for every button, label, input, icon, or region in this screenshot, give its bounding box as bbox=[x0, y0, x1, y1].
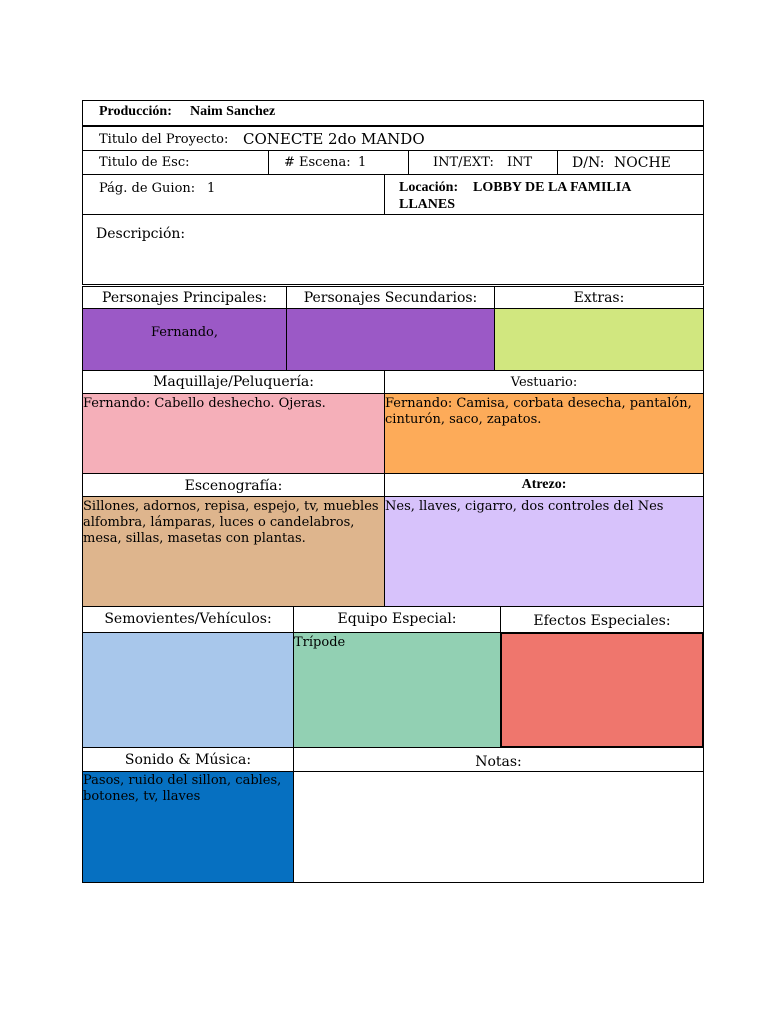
vestuario-value: Fernando: Camisa, corbata desecha, pantalón, cinturón, saco, zapatos. bbox=[385, 396, 692, 427]
semovientes-label: Semovientes/Vehículos: bbox=[104, 611, 272, 627]
escena-value: 1 bbox=[358, 155, 367, 170]
dn-cell bbox=[557, 150, 704, 175]
pag-guion-label: Pág. de Guion: bbox=[99, 181, 196, 196]
produccion-value: Naim Sanchez bbox=[190, 104, 276, 119]
titulo-esc-cell bbox=[82, 150, 269, 175]
escenografia-box bbox=[82, 496, 385, 607]
dn-label: D/N: bbox=[572, 155, 605, 171]
locacion-value-line1: LOBBY DE LA FAMILIA bbox=[473, 180, 632, 195]
personajes-principales-header bbox=[82, 286, 287, 309]
locacion-label: Locación: bbox=[399, 180, 459, 195]
atrezo-box bbox=[384, 496, 704, 607]
escena-cell bbox=[268, 150, 409, 175]
personajes-principales-value: Fernando, bbox=[151, 325, 218, 340]
personajes-secundarios-header bbox=[286, 286, 495, 309]
locacion-cell bbox=[384, 174, 704, 215]
sonido-musica-label: Sonido & Música: bbox=[124, 752, 252, 768]
equipo-especial-value: Trípode bbox=[294, 635, 346, 650]
atrezo-header bbox=[384, 473, 704, 497]
produccion-row bbox=[82, 100, 704, 126]
personajes-principales-label: Personajes Principales: bbox=[102, 290, 267, 306]
equipo-especial-header bbox=[293, 606, 501, 633]
efectos-especiales-header bbox=[500, 606, 704, 633]
maquillaje-label: Maquillaje/Peluquería: bbox=[153, 374, 314, 390]
vestuario-box bbox=[384, 393, 704, 474]
int-ext-label: INT/EXT: bbox=[433, 155, 494, 170]
descripcion-label: Descripción: bbox=[96, 226, 186, 242]
maquillaje-header bbox=[82, 370, 385, 394]
int-ext-value: INT bbox=[507, 155, 533, 170]
dn-value: NOCHE bbox=[614, 155, 671, 171]
sonido-musica-header bbox=[82, 747, 294, 772]
descripcion-cell bbox=[82, 214, 704, 285]
escenografia-header bbox=[82, 473, 385, 497]
atrezo-label: Atrezo: bbox=[521, 477, 567, 492]
titulo-esc-label: Titulo de Esc: bbox=[99, 155, 190, 170]
notas-label: Notas: bbox=[475, 754, 522, 770]
escenografia-value: Sillones, adornos, repisa, espejo, tv, muebles alfombra, lámparas, luces o candelabros, mesa, sillas, masetas con plantas. bbox=[83, 499, 379, 546]
produccion-label: Producción: bbox=[99, 104, 172, 119]
extras-box bbox=[494, 308, 704, 371]
maquillaje-box bbox=[82, 393, 385, 474]
int-ext-cell bbox=[408, 150, 558, 175]
equipo-especial-box bbox=[293, 632, 501, 748]
notas-header bbox=[293, 747, 704, 772]
titulo-proyecto-value: CONECTE 2do MANDO bbox=[243, 130, 425, 148]
efectos-especiales-box bbox=[500, 632, 704, 748]
locacion-value-line2: LLANES bbox=[399, 197, 456, 212]
extras-header bbox=[494, 286, 704, 309]
titulo-proyecto-row bbox=[82, 126, 704, 151]
extras-label: Extras: bbox=[573, 290, 625, 306]
vestuario-label: Vestuario: bbox=[510, 375, 578, 390]
personajes-secundarios-label: Personajes Secundarios: bbox=[303, 290, 478, 306]
pag-guion-cell bbox=[82, 174, 385, 215]
personajes-principales-box bbox=[82, 308, 287, 371]
equipo-especial-label: Equipo Especial: bbox=[337, 611, 457, 627]
notas-box bbox=[293, 771, 704, 883]
maquillaje-value: Fernando: Cabello deshecho. Ojeras. bbox=[83, 396, 326, 411]
atrezo-value: Nes, llaves, cigarro, dos controles del Nes bbox=[385, 499, 664, 514]
sonido-musica-box bbox=[82, 771, 294, 883]
escenografia-label: Escenografía: bbox=[184, 478, 283, 494]
pag-guion-value: 1 bbox=[207, 181, 216, 196]
efectos-especiales-label: Efectos Especiales: bbox=[533, 613, 671, 629]
vestuario-header bbox=[384, 370, 704, 394]
semovientes-header bbox=[82, 606, 294, 633]
sonido-musica-value: Pasos, ruido del sillon, cables, botones, tv, llaves bbox=[83, 773, 282, 804]
semovientes-box bbox=[82, 632, 294, 748]
titulo-proyecto-label: Titulo del Proyecto: bbox=[99, 132, 229, 147]
personajes-secundarios-box bbox=[286, 308, 495, 371]
escena-label: # Escena: bbox=[284, 155, 351, 170]
